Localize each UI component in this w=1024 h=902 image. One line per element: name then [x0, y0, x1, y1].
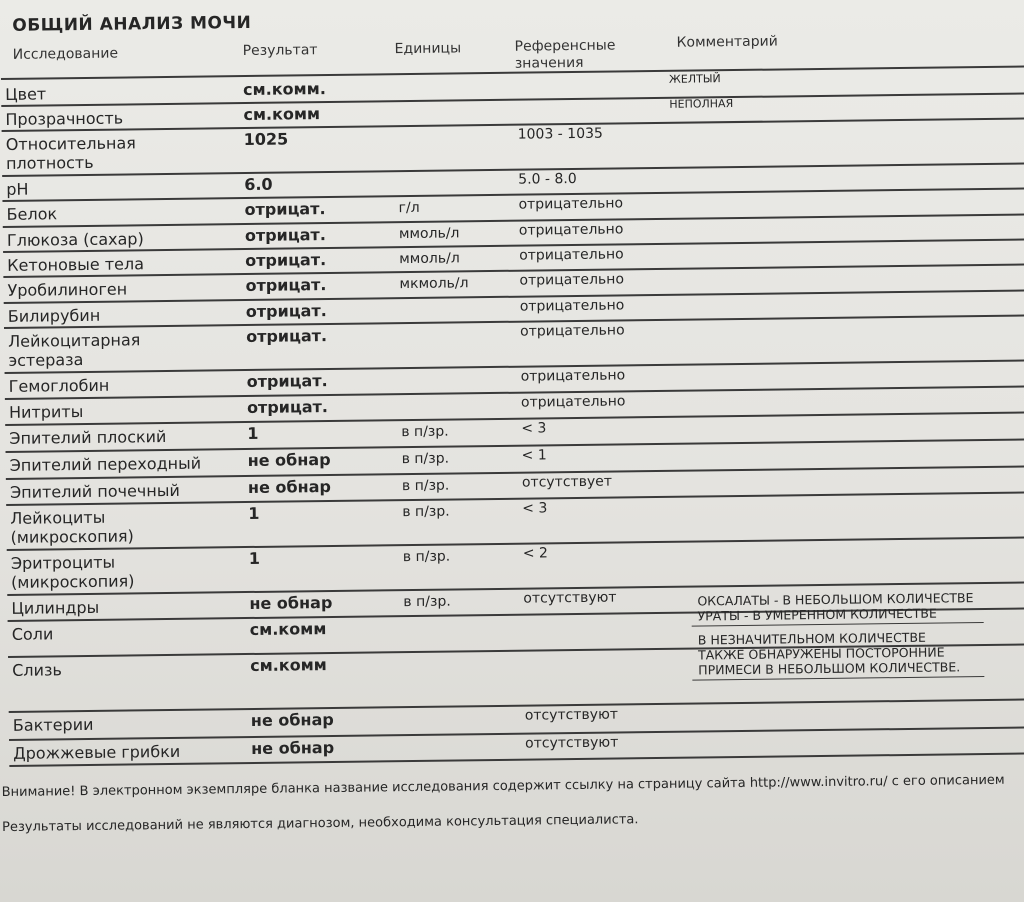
test-reference: < 1	[521, 447, 547, 464]
header-comment: Комментарий	[676, 33, 778, 51]
test-result: отрицат.	[245, 250, 327, 271]
test-result: отрицат.	[245, 275, 327, 296]
test-reference: < 3	[522, 500, 548, 517]
test-reference: отсутствуют	[523, 589, 617, 607]
test-name	[10, 481, 180, 502]
test-reference: отрицательно	[519, 271, 625, 289]
test-reference: отрицательно	[518, 195, 624, 213]
test-name-line: (микроскопия)	[11, 571, 135, 592]
test-reference: < 3	[521, 420, 547, 437]
note-mucus	[698, 629, 989, 678]
test-result: отрицат.	[246, 371, 328, 392]
footer-disclaimer: Результаты исследований не являются диагнозом, необходима консультация специалиста.	[2, 812, 639, 836]
test-name-line: Эритроциты	[10, 552, 116, 573]
test-name	[7, 279, 127, 299]
test-units: в п/зр.	[402, 548, 451, 566]
test-name-line: Лейкоцитарная	[8, 330, 141, 351]
test-units: в п/зр.	[401, 477, 450, 495]
note-line: В НЕЗНАЧИТЕЛЬНОМ КОЛИЧЕСТВЕ	[697, 629, 926, 648]
note-salts	[697, 590, 987, 624]
test-reference: отсутствуют	[524, 706, 619, 724]
test-name-line: Эпителий плоский	[9, 427, 167, 448]
test-name-line: эстераза	[8, 350, 84, 370]
test-name-line: Дрожжевые грибки	[13, 741, 181, 763]
test-result: отрицат.	[244, 199, 326, 220]
test-result: 1	[247, 423, 259, 444]
test-reference: отрицательно	[519, 246, 624, 264]
test-name	[9, 402, 83, 422]
test-result: не обнар	[251, 737, 335, 758]
test-name	[11, 598, 99, 618]
test-result: отрицат.	[246, 397, 329, 418]
test-reference: отрицательно	[520, 393, 626, 411]
test-result: 1	[248, 548, 261, 569]
test-name	[8, 306, 101, 326]
note-line: ОКСАЛАТЫ - В НЕБОЛЬШОМ КОЛИЧЕСТВЕ	[697, 590, 974, 609]
test-name	[7, 204, 58, 224]
test-name	[7, 254, 144, 275]
test-name-line: Цвет	[5, 84, 47, 104]
test-comment: ЖЕЛТЫЙ	[668, 72, 721, 86]
test-name-line: Прозрачность	[5, 108, 124, 129]
footer-notice: Внимание! В электронном экземпляре бланка название исследования содержит ссылку на страницу сайта http://www.invitro.ru/ с его описанием	[1, 772, 1005, 801]
test-name-line: Лейкоциты	[10, 507, 106, 528]
test-result: отрицат.	[245, 301, 327, 322]
test-name	[6, 133, 137, 173]
test-name	[12, 660, 62, 680]
test-name-line: Белок	[6, 204, 58, 224]
test-comment: НЕПОЛНАЯ	[669, 97, 734, 111]
test-name	[7, 229, 144, 250]
test-reference: отрицательно	[519, 297, 625, 315]
test-name-line: Цилиндры	[11, 597, 100, 618]
test-result: отрицат.	[246, 326, 328, 347]
report-title: ОБЩИЙ АНАЛИЗ МОЧИ	[12, 12, 252, 36]
note-line: ТАКЖЕ ОБНАРУЖЕНЫ ПОСТОРОННИЕ	[697, 644, 945, 663]
test-name	[12, 624, 54, 644]
test-name	[8, 330, 141, 370]
test-name-line: Уробилиноген	[7, 279, 128, 300]
test-name-line: Гемоглобин	[8, 375, 110, 396]
test-result: не обнар	[247, 449, 331, 471]
test-units: ммоль/л	[398, 225, 460, 243]
test-result: см.комм	[249, 619, 327, 639]
test-name	[9, 427, 166, 448]
test-name-line: Нитриты	[8, 402, 84, 422]
test-name-line: плотность	[5, 152, 94, 173]
header-result: Результат	[242, 42, 318, 60]
test-name-line: Соли	[11, 624, 54, 644]
test-name-line: Кетоновые тела	[7, 254, 145, 275]
test-result: 6.0	[244, 174, 273, 195]
test-result: отрицат.	[244, 225, 326, 246]
test-name-line: pH	[6, 179, 29, 199]
header-reference	[515, 37, 616, 72]
test-units: ммоль/л	[399, 250, 460, 268]
test-result: см.комм.	[242, 79, 326, 100]
test-reference: 5.0 - 8.0	[518, 170, 577, 188]
test-reference: отсутствуют	[525, 734, 619, 752]
test-reference: отрицательно	[518, 221, 624, 239]
test-result: 1	[248, 503, 260, 524]
test-result: не обнар	[247, 476, 332, 498]
test-name-line: Билирубин	[7, 305, 101, 326]
test-reference: < 2	[522, 545, 548, 562]
test-name	[9, 376, 110, 396]
test-name	[6, 180, 28, 199]
test-units: в п/зр.	[403, 593, 451, 611]
test-name	[5, 109, 123, 129]
test-name	[10, 507, 134, 547]
test-name-line: (микроскопия)	[10, 526, 134, 547]
header-units: Единицы	[394, 40, 462, 58]
test-reference: отрицательно	[520, 367, 626, 385]
test-name	[11, 552, 135, 592]
test-name	[13, 715, 94, 735]
test-units: в п/зр.	[401, 450, 450, 468]
test-name-line: Эпителий переходный	[9, 453, 202, 475]
test-result: см.комм	[250, 655, 327, 675]
test-name-line: Слизь	[12, 660, 63, 680]
test-name-line: Бактерии	[12, 714, 94, 735]
header-reference-line-2: значения	[514, 54, 584, 72]
test-units: мкмоль/л	[399, 275, 469, 293]
test-name-line: Относительная	[5, 133, 136, 154]
test-name	[5, 84, 46, 103]
test-name	[10, 454, 202, 475]
test-name	[13, 742, 180, 763]
header-reference-line-1: Референсные	[514, 37, 616, 55]
test-name-line: Эпителий почечный	[9, 480, 180, 502]
test-result: не обнар	[249, 592, 333, 613]
test-reference: 1003 - 1035	[517, 125, 603, 143]
test-result: см.комм	[243, 104, 321, 125]
header-test: Исследование	[12, 45, 119, 63]
test-units: в п/зр.	[401, 423, 449, 441]
test-units: г/л	[398, 199, 420, 217]
test-result: не обнар	[250, 709, 334, 730]
test-result: 1025	[243, 129, 289, 150]
test-name-line: Глюкоза (сахар)	[6, 229, 144, 250]
test-reference: отсутствует	[521, 473, 613, 491]
test-units: в п/зр.	[402, 503, 450, 521]
test-reference: отрицательно	[519, 322, 625, 340]
note-line: ПРИМЕСИ В НЕБОЛЬШОМ КОЛИЧЕСТВЕ.	[698, 659, 961, 678]
note-line: УРАТЫ - В УМЕРЕННОМ КОЛИЧЕСТВЕ	[697, 605, 937, 624]
